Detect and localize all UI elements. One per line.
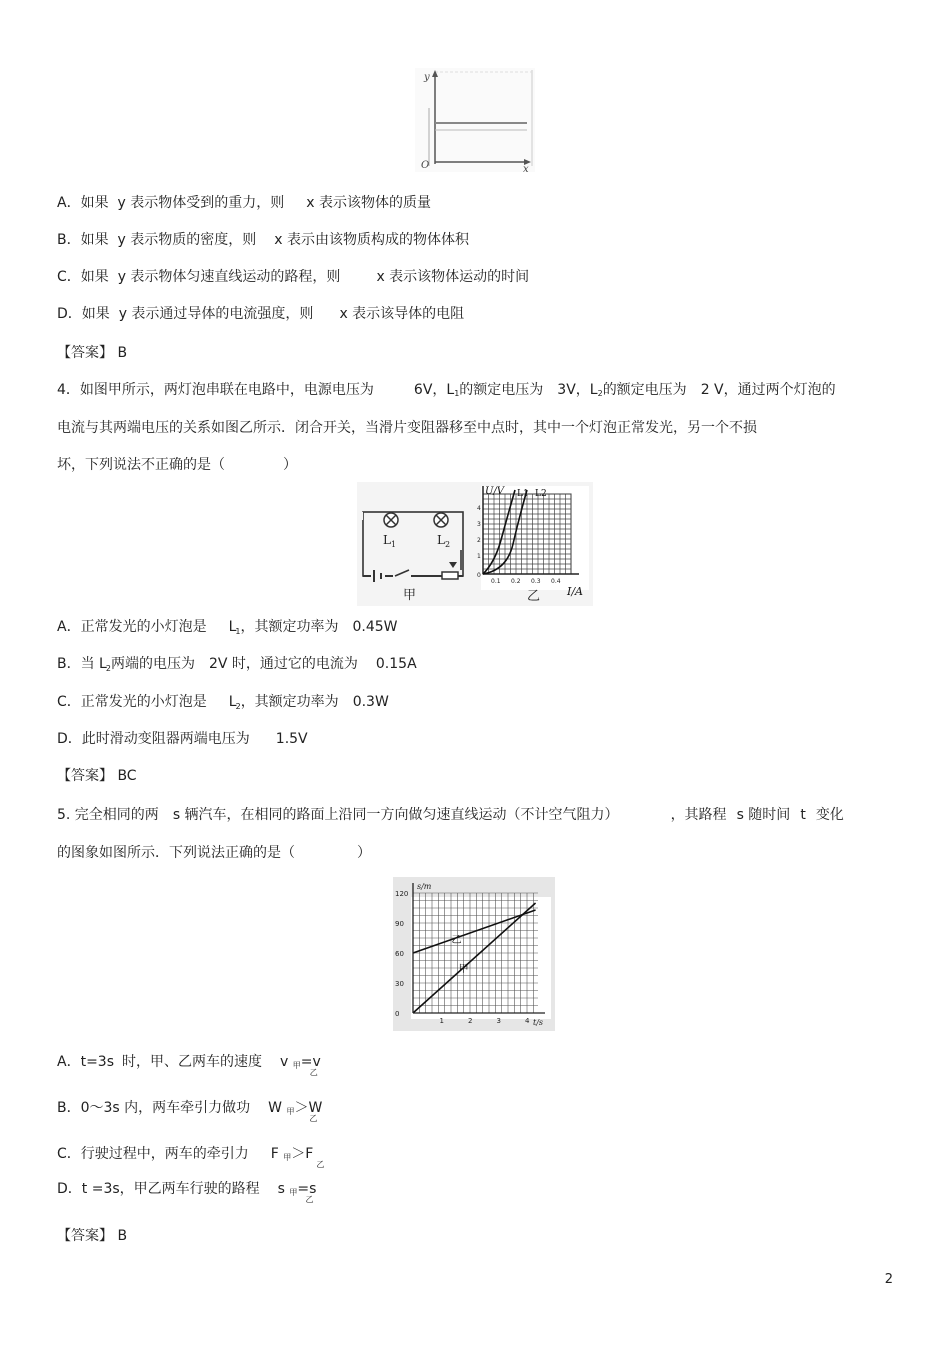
q5-y-tick-label: 0 <box>395 1010 400 1018</box>
q5-option-b: B．0～3s 内，两车牵引力做功 W 甲$>W_乙$ <box>57 1100 323 1123</box>
q3-y-label: y <box>424 72 430 83</box>
q4-y-axis-label: U/V <box>485 486 505 497</box>
q4-option-a: A．正常发光的小灯泡是 $L_1$，其额定功率为 0.45W <box>57 619 398 636</box>
q5-y-tick-label: 120 <box>395 890 409 898</box>
switch-icon <box>393 570 411 580</box>
q5-option-a: A．t=3s 时，甲、乙两车的速度 v 甲$=v_乙$ <box>57 1054 321 1077</box>
q4-y-tick: 4 <box>477 505 481 512</box>
q4-option-b: B．当 $L_2$两端的电压为 2V 时，通过它的电流为 0.15A <box>57 656 417 673</box>
page-number: 2 <box>884 1272 893 1287</box>
q4-x-tick: 0.2 <box>511 578 521 585</box>
q3-figure <box>415 68 535 172</box>
q4-y-tick: 2 <box>477 537 481 544</box>
q4-answer: 【答案】 BC <box>57 768 137 784</box>
q4-x-axis-label: I/A <box>567 585 583 598</box>
q3-x-label: x <box>523 164 529 172</box>
q5-x-tick-label: 2 <box>468 1017 473 1025</box>
q5-option-c: C．行驶过程中，两车的牵引力 F 甲$>F_乙$ <box>57 1146 325 1169</box>
q3-option-d: D．如果 y 表示通过导体的电流强度，则 x 表示该导体的电阻 <box>57 306 465 322</box>
q4-l1-label: $L_1$ <box>383 533 397 549</box>
q4-x-tick: 0.3 <box>531 578 541 585</box>
q4-stem-line3: 坏，下列说法不正确的是（ ） <box>57 457 297 473</box>
q4-curve-label-l2: L2 <box>535 489 547 499</box>
q5-y-tick-label: 90 <box>395 920 404 928</box>
q5-x-tick-label: 4 <box>525 1017 530 1025</box>
q5-x-tick-label: 1 <box>439 1017 444 1025</box>
lamp-l1-icon <box>384 513 398 527</box>
q4-figure <box>357 482 593 606</box>
q5-st-chart <box>393 877 555 1031</box>
q4-x-tick: 0.4 <box>551 578 561 585</box>
q3-answer: 【答案】 B <box>57 345 128 361</box>
q5-y-tick-label: 60 <box>395 950 404 958</box>
q4-left-caption: 甲 <box>403 588 417 603</box>
q4-curve-label-l1: L1 <box>517 489 529 499</box>
q4-stem-line1: 4．如图甲所示，两灯泡串联在电路中，电源电压为 6V，L1的额定电压为 3V，L2的额定电压为 2 V，通过两个灯泡的 <box>57 382 836 398</box>
q4-y-tick: 3 <box>477 521 481 528</box>
q5-stem-line1: 5. 完全相同的两 s 辆汽车，在相同的路面上沿同一方向做匀速直线运动（不计空气阻力） ，其路程 s 随时间 t 变化 <box>57 807 844 823</box>
q3-origin-label: O <box>421 160 430 171</box>
q4-option-d: D．此时滑动变阻器两端电压为 1.5V <box>57 731 308 747</box>
q4-l2-label: $L_2$ <box>437 533 451 549</box>
q3-option-a: A．如果 y 表示物体受到的重力，则 x 表示该物体的质量 <box>57 195 431 211</box>
q4-stem-line2: 电流与其两端电压的关系如图乙所示．闭合开关，当滑片变阻器移至中点时，其中一个灯泡正常发光，另一个不损 <box>57 420 757 436</box>
q5-x-tick-label: 3 <box>496 1017 501 1025</box>
q5-y-tick-label: 30 <box>395 980 404 988</box>
q5-stem-line2: 的图象如图所示．下列说法正确的是（ ） <box>57 845 371 861</box>
q5-series-label: 乙 <box>451 935 462 946</box>
q4-y-tick: 1 <box>477 553 481 560</box>
q4-iu-chart <box>477 486 589 604</box>
q3-option-b: B．如果 y 表示物质的密度，则 x 表示由该物质构成的物体体积 <box>57 232 470 248</box>
q5-y-axis-label: s/m <box>417 882 432 891</box>
q5-option-d: D．t =3s，甲乙两车行驶的路程 s 甲$=s_乙$ <box>57 1181 317 1204</box>
battery-icon <box>371 570 385 582</box>
q3-option-c: C．如果 y 表示物体匀速直线运动的路程，则 x 表示该物体运动的时间 <box>57 269 530 285</box>
q4-option-c: C．正常发光的小灯泡是 $L_2$，其额定功率为 0.3W <box>57 694 389 711</box>
q5-answer: 【答案】 B <box>57 1228 128 1244</box>
q4-y-tick: 0 <box>477 572 481 579</box>
lamp-l2-icon <box>434 513 448 527</box>
q4-right-caption: 乙 <box>527 589 541 604</box>
q4-x-tick: 0.1 <box>491 578 501 585</box>
q5-series-label: 甲 <box>458 964 469 975</box>
q5-x-axis-label: t/s <box>533 1018 544 1027</box>
